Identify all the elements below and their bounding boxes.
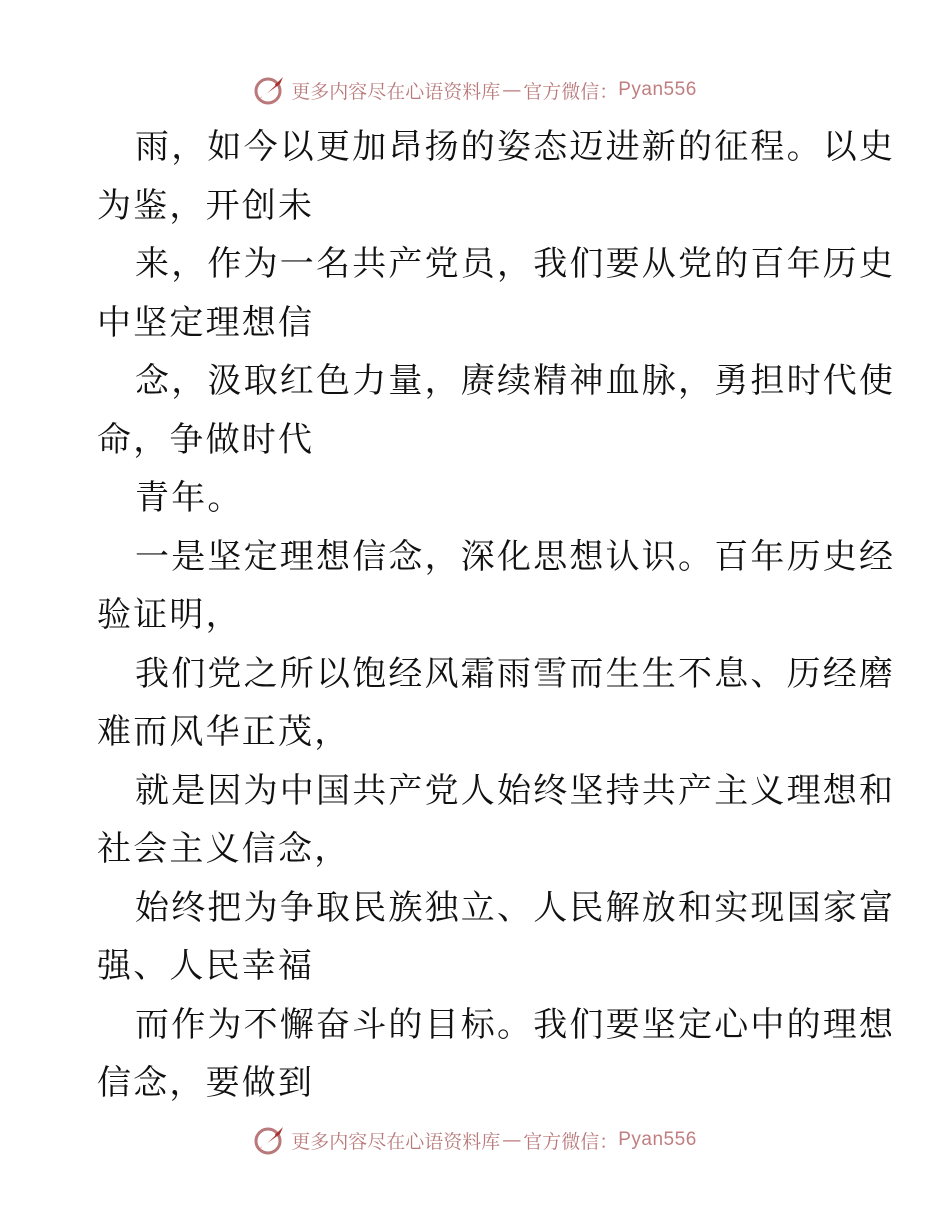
text-line: 命，争做时代 <box>97 419 315 460</box>
text-line: 雨，如今以更加昂扬的姿态迈进新的征程。以史 <box>135 127 896 167</box>
text-line: 难而风华正茂， <box>97 712 351 752</box>
text-line: 强、人民幸福 <box>97 946 315 986</box>
text-line: 而作为不懈奋斗的目标。我们要坚定心中的理想 <box>135 1004 896 1045</box>
text-line: 信念，要做到 <box>97 1063 315 1103</box>
text-line: 中坚定理想信 <box>97 302 315 343</box>
text-line: 我们党之所以饱经风霜雨雪而生生不息、历经磨 <box>135 653 896 694</box>
text-line: 验证明， <box>97 595 242 635</box>
watermark-separator: — <box>502 1129 522 1151</box>
watermark-wechat-id: Pyan556 <box>618 1129 697 1150</box>
text-line: 为鉴，开创未 <box>97 185 315 226</box>
text-line: 念，汲取红色力量，赓续精神血脉，勇担时代使 <box>135 361 896 401</box>
text-line: 社会主义信念， <box>97 829 351 869</box>
text-line: 来，作为一名共产党员，我们要从党的百年历史 <box>135 244 896 284</box>
quill-logo-icon <box>253 73 287 107</box>
watermark-wechat-id: Pyan556 <box>618 79 697 100</box>
text-line: 始终把为争取民族独立、人民解放和实现国家富 <box>135 887 896 928</box>
watermark-separator: — <box>502 79 522 101</box>
text-line: 青年。 <box>135 478 244 518</box>
text-line: 一是坚定理想信念，深化思想认识。百年历史经 <box>135 536 896 577</box>
quill-logo-icon <box>253 1123 287 1157</box>
watermark-wechat-label: 官方微信： <box>523 80 619 103</box>
watermark-text: 更多内容尽在心语资料库 <box>291 80 501 103</box>
header-watermark <box>0 70 950 110</box>
watermark-text: 更多内容尽在心语资料库 <box>291 1130 501 1153</box>
text-line: 就是因为中国共产党人始终坚持共产主义理想和 <box>135 770 896 811</box>
watermark-wechat-label: 官方微信： <box>523 1130 619 1153</box>
footer-watermark <box>0 1120 950 1160</box>
document-body <box>97 118 896 1113</box>
